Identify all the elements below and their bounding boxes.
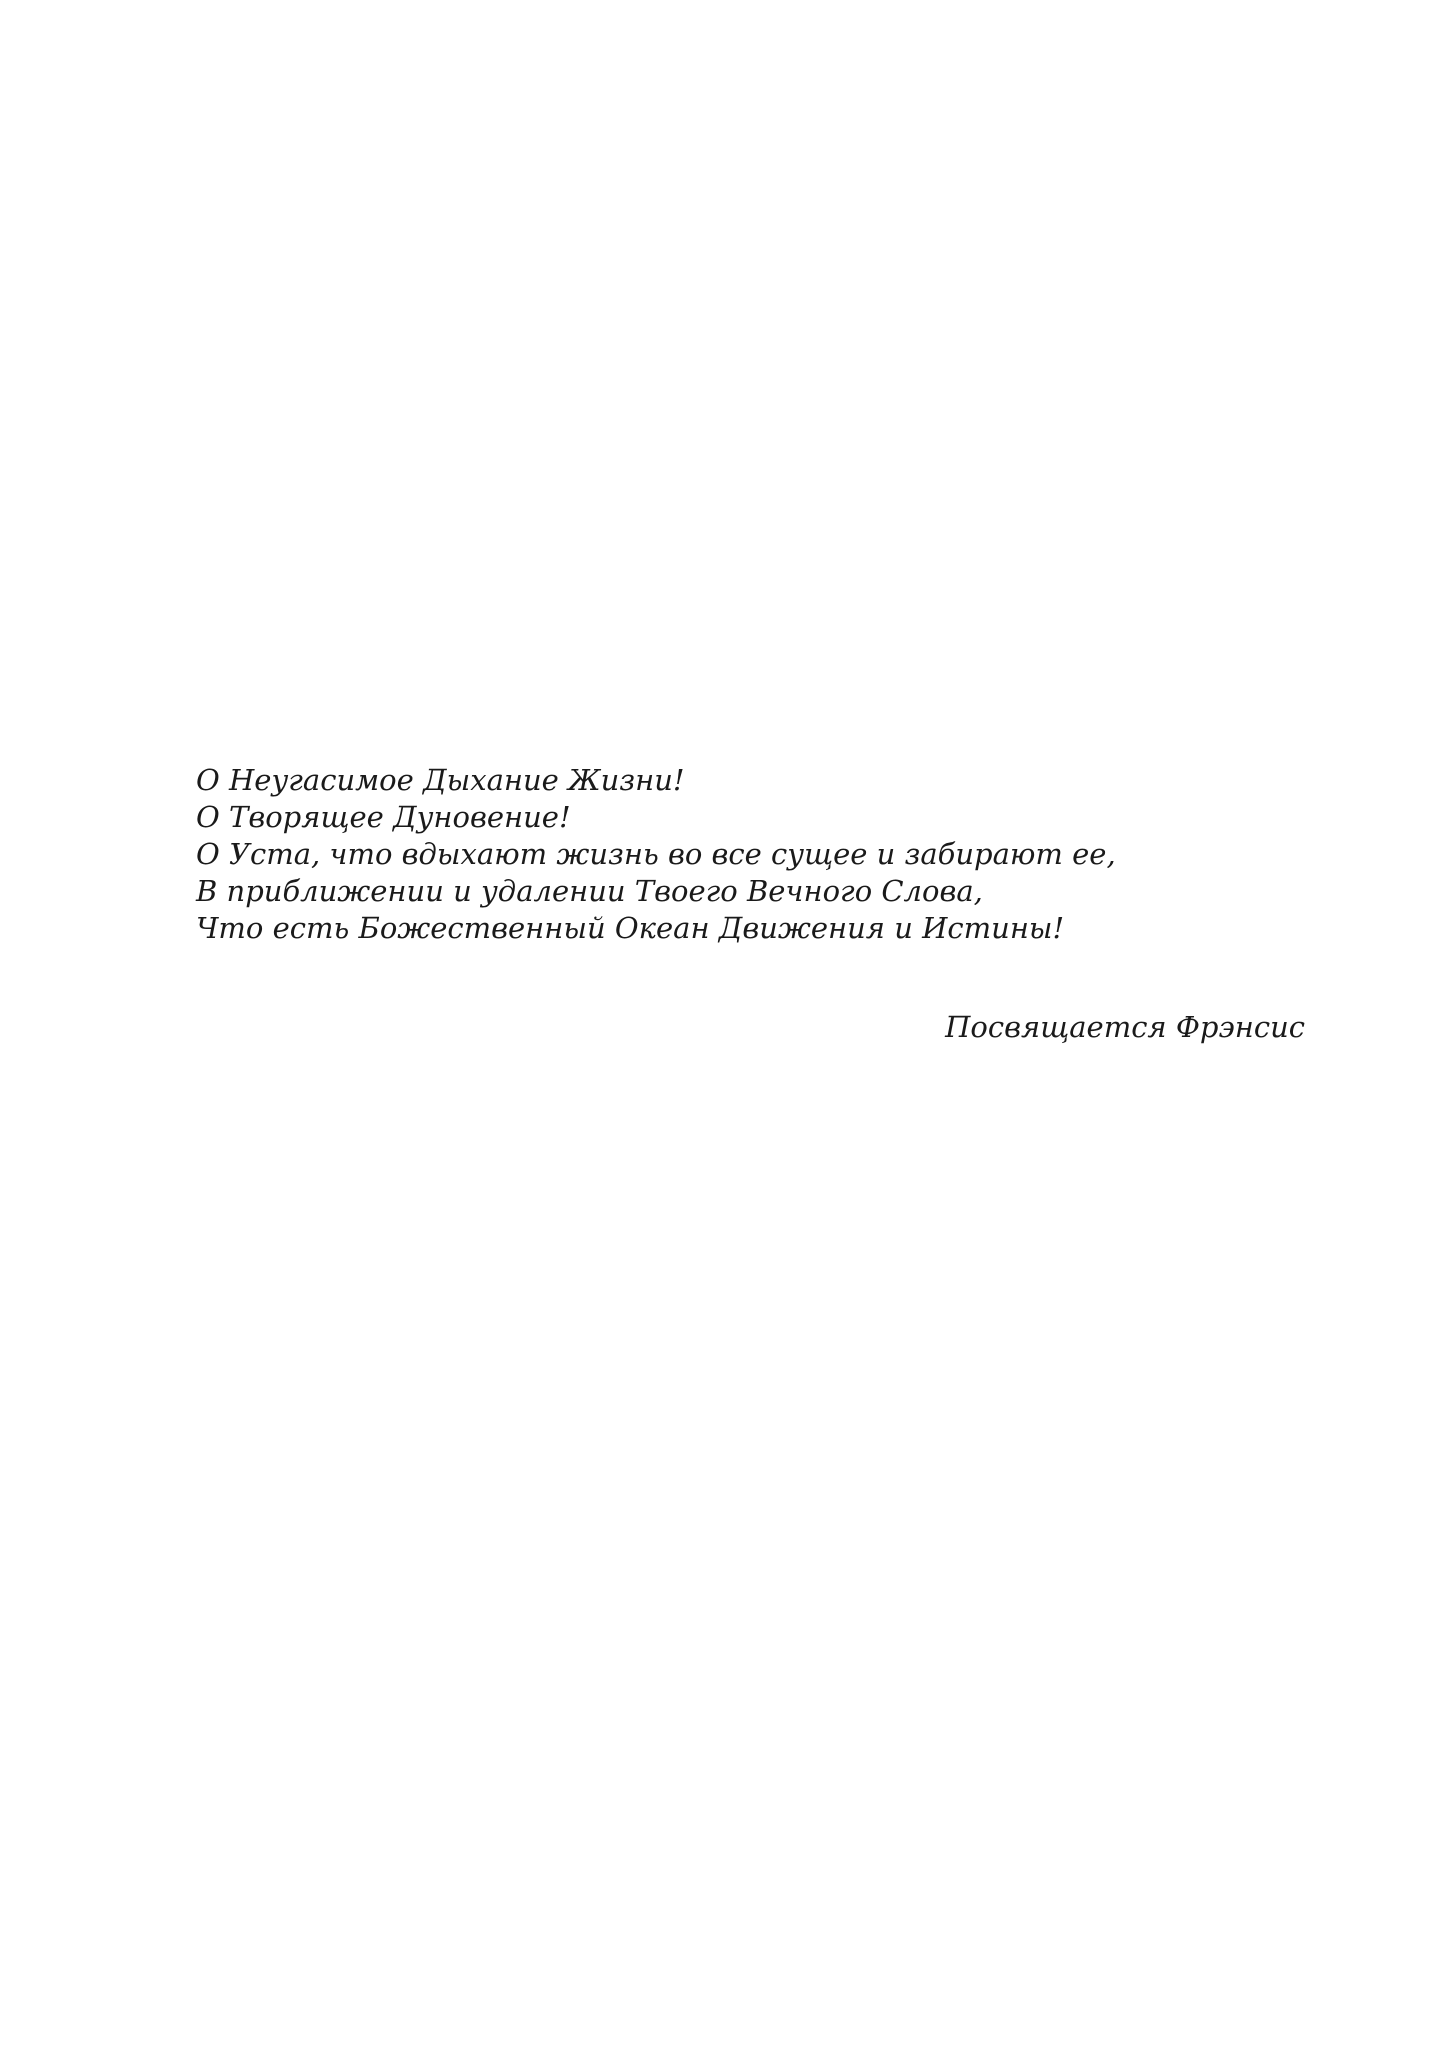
epigraph-line-1: О Неугасимое Дыхание Жизни! <box>196 763 685 797</box>
epigraph <box>196 762 1346 947</box>
epigraph-line-2: О Творящее Дуновение! <box>196 800 571 834</box>
epigraph-line-3: О Уста, что вдыхают жизнь во все сущее и забирают ее, <box>196 837 1116 871</box>
epigraph-line-5: Что есть Божественный Океан Движения и Истины! <box>196 911 1065 945</box>
dedication: Посвящается Фрэнсис <box>945 1010 1305 1044</box>
epigraph-line-4: В приближении и удалении Твоего Вечного Слова, <box>196 874 983 908</box>
